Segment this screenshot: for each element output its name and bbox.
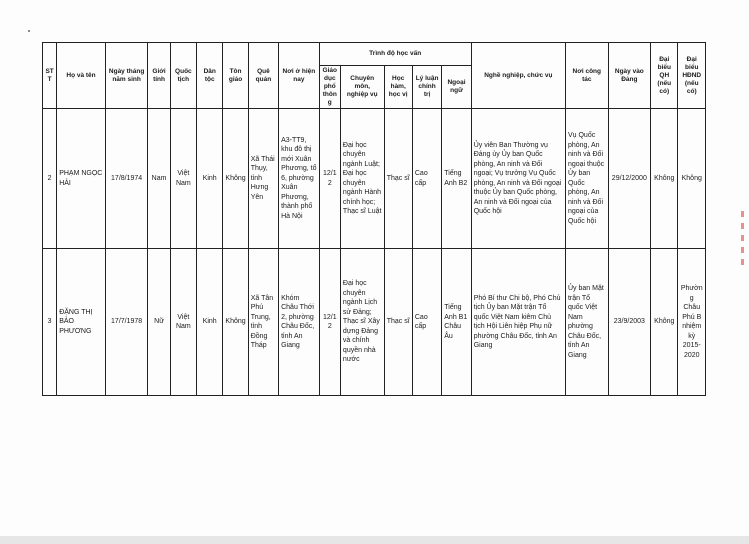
header-row-top <box>43 43 706 66</box>
cell-council-delegate: Phường Châu Phú B nhiệm kỳ 2015-2020 <box>678 249 706 396</box>
table-row <box>43 109 706 249</box>
header-hometown: Quê quán <box>248 43 278 109</box>
header-religion: Tôn giáo <box>223 43 248 109</box>
header-residence: Nơi ở hiện nay <box>279 43 320 109</box>
header-academic-rank: Học hàm, học vị <box>384 66 412 109</box>
cell-dob: 17/7/1978 <box>105 249 148 396</box>
cell-na-delegate: Không <box>651 109 678 249</box>
cell-foreign-language: Tiếng Anh B2 <box>442 109 471 249</box>
scan-edge-marks <box>741 205 747 275</box>
cell-religion: Không <box>223 249 248 396</box>
header-stt: STT <box>43 43 57 109</box>
cell-ethnicity: Kinh <box>197 109 223 249</box>
cell-party-join: 23/9/2003 <box>608 249 651 396</box>
cell-residence: A3-TT9, khu đô thị mới Xuân Phương, tổ 6, phường Xuân Phương, thành phố Hà Nội <box>279 109 320 249</box>
header-general-edu: Giáo dục phổ thông <box>319 66 340 109</box>
header-nationality: Quốc tịch <box>170 43 196 109</box>
header-political-theory: Lý luận chính trị <box>412 66 441 109</box>
cell-stt: 2 <box>43 109 57 249</box>
scan-bottom-strip <box>0 536 749 544</box>
cell-council-delegate: Không <box>678 109 706 249</box>
cell-academic-rank: Thạc sĩ <box>384 249 412 396</box>
cell-general-edu: 12/12 <box>319 109 340 249</box>
cell-political-theory: Cao cấp <box>412 109 441 249</box>
header-council-delegate: Đại biểu HĐND (nếu có) <box>678 43 706 109</box>
header-workplace: Nơi công tác <box>565 43 608 109</box>
header-na-delegate: Đại biểu QH (nếu có) <box>651 43 678 109</box>
cell-residence: Khóm Châu Thới 2, phường Châu Đốc, tỉnh An Giang <box>279 249 320 396</box>
cell-name: ĐẶNG THỊ BẢO PHƯƠNG <box>57 249 106 396</box>
cell-workplace: Vụ Quốc phòng, An ninh và Đối ngoại thuộc Ủy ban Quốc phòng, An ninh và Đối ngoại của Quốc hội <box>565 109 608 249</box>
cell-stt: 3 <box>43 249 57 396</box>
header-foreign-language: Ngoại ngữ <box>442 66 471 109</box>
header-specialty: Chuyên môn, nghiệp vụ <box>340 66 384 109</box>
header-occupation: Nghề nghiệp, chức vụ <box>471 43 565 109</box>
cell-hometown: Xã Tân Phú Trung, tỉnh Đồng Tháp <box>248 249 278 396</box>
cell-academic-rank: Thạc sĩ <box>384 109 412 249</box>
cell-religion: Không <box>223 109 248 249</box>
cell-hometown: Xã Thái Thụy, tỉnh Hưng Yên <box>248 109 278 249</box>
cell-na-delegate: Không <box>651 249 678 396</box>
cell-name: PHẠM NGỌC HẢI <box>57 109 106 249</box>
table-row <box>43 249 706 396</box>
cell-specialty: Đại học chuyên ngành Lịch sử Đảng; Thạc sĩ Xây dựng Đảng và chính quyền nhà nước <box>340 249 384 396</box>
cell-gender: Nữ <box>148 249 170 396</box>
cell-general-edu: 12/12 <box>319 249 340 396</box>
cell-specialty: Đại học chuyên ngành Luật; Đại học chuyên ngành Hành chính học; Thạc sĩ Luật <box>340 109 384 249</box>
cell-foreign-language: Tiếng Anh B1 Châu Âu <box>442 249 471 396</box>
header-gender: Giới tính <box>148 43 170 109</box>
cell-nationality: Việt Nam <box>170 109 196 249</box>
cell-political-theory: Cao cấp <box>412 249 441 396</box>
scan-speck <box>28 30 30 32</box>
cell-gender: Nam <box>148 109 170 249</box>
candidate-table <box>42 42 706 396</box>
cell-nationality: Việt Nam <box>170 249 196 396</box>
cell-dob: 17/8/1974 <box>105 109 148 249</box>
header-name: Họ và tên <box>57 43 106 109</box>
cell-occupation: Phó Bí thư Chi bộ, Phó Chủ tịch Ủy ban Mặt trận Tổ quốc Việt Nam kiêm Chủ tịch Hội Liên hiệp Phụ nữ phường Châu Đốc, tỉnh An Giang <box>471 249 565 396</box>
header-education-group: Trình độ học vấn <box>319 43 471 66</box>
header-party-join: Ngày vào Đảng <box>608 43 651 109</box>
cell-workplace: Ủy ban Mặt trận Tổ quốc Việt Nam phường Châu Đốc, tỉnh An Giang <box>565 249 608 396</box>
header-ethnicity: Dân tộc <box>197 43 223 109</box>
header-dob: Ngày tháng năm sinh <box>105 43 148 109</box>
cell-ethnicity: Kinh <box>197 249 223 396</box>
cell-occupation: Ủy viên Ban Thường vụ Đảng ủy Ủy ban Quốc phòng, An ninh và Đối ngoại; Vụ trưởng Vụ Quốc phòng, An ninh và Đối ngoại thuộc Ủy ban Quốc phòng, An ninh và Đối ngoại của Quốc hội <box>471 109 565 249</box>
cell-party-join: 29/12/2000 <box>608 109 651 249</box>
